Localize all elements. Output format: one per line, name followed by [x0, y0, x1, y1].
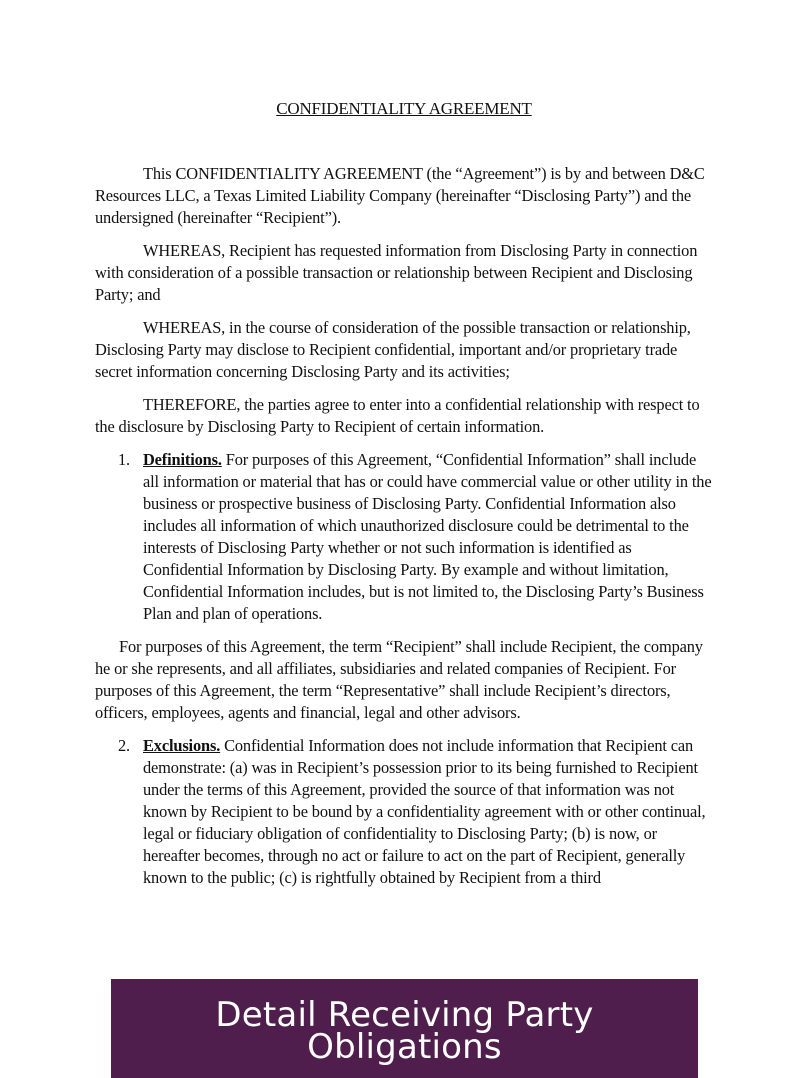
section-definitions [95, 449, 715, 625]
section-text: For purposes of this Agreement, “Confidential Information” shall include all information or material that has or could have commercial value or other utility in the business or prospective business of Disclosing Party. Confidential Information also includes all information of which unauthorized disclosure could be detrimental to the interests of Disclosing Party whether or not such information is identified as Confidential Information by Disclosing Party. By example and without limitation, Confidential Information includes, but is not limited to, the Disclosing Party’s Business Plan and plan of operations. [143, 450, 712, 623]
intro-paragraph: This CONFIDENTIALITY AGREEMENT (the “Agreement”) is by and between D&C Resources LLC, a Texas Limited Liability Company (hereinafter “Disclosing Party”) and the undersigned (hereinafter “Recipient”). [95, 164, 705, 227]
whereas-paragraph-2: WHEREAS, in the course of consideration of the possible transaction or relationship, Disclosing Party may disclose to Recipient confidential, important and/or proprietary trade secret information concerning Disclosing Party and its activities; [95, 318, 691, 381]
section-exclusions [95, 735, 715, 889]
section-number: 1. [118, 450, 130, 469]
banner-caption [111, 995, 698, 1067]
section-heading: Exclusions. [143, 736, 221, 755]
document-body [95, 163, 715, 900]
whereas-paragraph-1: WHEREAS, Recipient has requested information from Disclosing Party in connection with consideration of a possible transaction or relationship between Recipient and Disclosing Party; and [95, 241, 698, 304]
therefore-paragraph: THEREFORE, the parties agree to enter into a confidential relationship with respect to the disclosure by Disclosing Party to Recipient of certain information. [95, 395, 700, 436]
recipient-paragraph: For purposes of this Agreement, the term “Recipient” shall include Recipient, the company he or she represents, and all affiliates, subsidiaries and related companies of Recipient. For purposes of this Agreement, the term “Representative” shall include Recipient’s directors, officers, employees, agents and financial, legal and other advisors. [95, 637, 703, 722]
section-text: Confidential Information does not include information that Recipient can demonstrate: (a) was in Recipient’s possession prior to its being furnished to Recipient under the terms of this Agreement, provided the source of that information was not known by Recipient to be bound by a confidentiality agreement with or other continual, legal or fiduciary obligation of confidentiality to Disclosing Party; (b) is now, or hereafter becomes, through no act or failure to act on the part of Recipient, generally known to the public; (c) is rightfully obtained by Recipient from a third [143, 736, 706, 887]
banner-line-1: Detail Receiving Party [215, 995, 594, 1035]
caption-banner [111, 979, 698, 1078]
section-number: 2. [118, 736, 130, 755]
document-title: CONFIDENTIALITY AGREEMENT [276, 99, 532, 118]
section-heading: Definitions. [143, 450, 222, 469]
banner-line-2: Obligations [307, 1027, 502, 1067]
